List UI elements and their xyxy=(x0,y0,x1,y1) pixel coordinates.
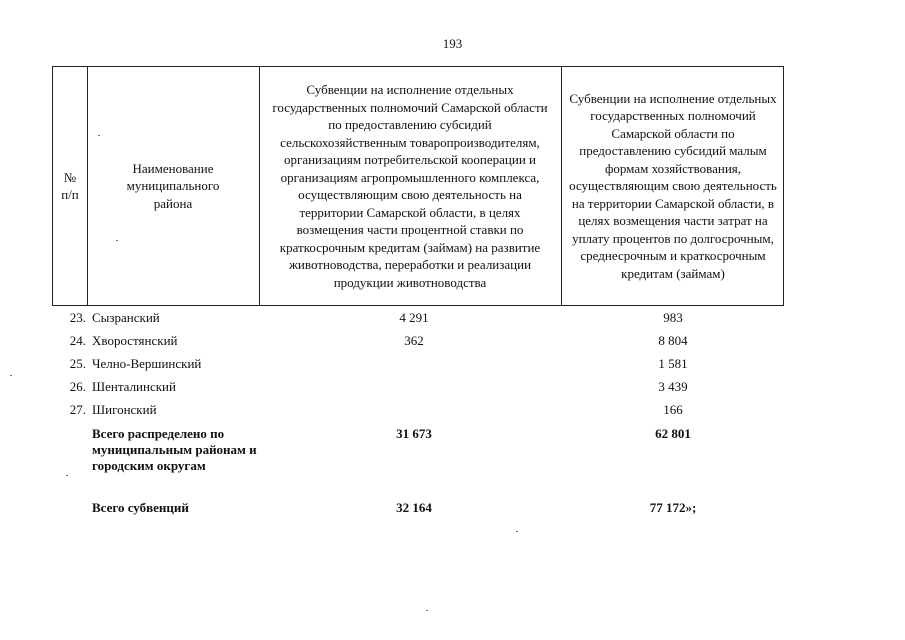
total-subventions-label: Всего субвенций xyxy=(92,500,189,515)
table-header xyxy=(52,66,784,306)
header-number: № п/п xyxy=(61,169,79,202)
district-name: Хворостянский xyxy=(92,333,178,348)
scan-speck xyxy=(516,531,518,532)
subsidy-2-value: 3 439 xyxy=(658,379,688,394)
subsidy-2-value: 166 xyxy=(663,402,683,417)
header-district-name: Наименование муниципального района xyxy=(126,160,220,211)
subsidy-1-value: 362 xyxy=(404,333,424,348)
header-subsidy-interest-rate: Субвенции на исполнение отдельных государственных полномочий Самарской области по предоставлению субсидий сельскохозяйственным товаропроизводителям, организациям потребительской кооперации и организациям агропромышленного комплекса, осуществляющим свою деятельность на территории Самарской области, в целях возмещения части процентной ставки по краткосрочным кредитам (займам) на развитие животноводства, переработки и реализации продукции животноводства xyxy=(272,82,548,290)
total-distributed-subsidy-2: 62 801 xyxy=(655,426,691,441)
subsidy-2-value: 983 xyxy=(663,310,683,325)
row-number: 26. xyxy=(69,379,86,394)
scan-speck xyxy=(98,135,100,136)
subsidy-2-value: 1 581 xyxy=(658,356,688,371)
total-subventions-subsidy-1: 32 164 xyxy=(396,500,432,515)
subsidy-1-value: 4 291 xyxy=(399,310,429,325)
row-number: 24. xyxy=(69,333,86,348)
scan-speck xyxy=(66,475,68,476)
page-number: 193 xyxy=(442,36,463,51)
total-distributed-label: Всего распределено по муниципальным районам и городским округам xyxy=(92,426,257,473)
district-name: Шигонский xyxy=(92,402,157,417)
subsidy-2-value: 8 804 xyxy=(658,333,688,348)
scan-speck xyxy=(116,240,118,241)
district-name: Сызранский xyxy=(92,310,160,325)
scan-speck xyxy=(10,375,12,376)
row-number: 23. xyxy=(69,310,86,325)
district-name: Шенталинский xyxy=(92,379,176,394)
total-distributed-subsidy-1: 31 673 xyxy=(396,426,432,441)
row-number: 25. xyxy=(69,356,86,371)
total-subventions-subsidy-2: 77 172»; xyxy=(649,500,697,515)
row-number: 27. xyxy=(69,402,86,417)
scan-speck xyxy=(426,610,428,611)
header-subsidy-small-farms: Субвенции на исполнение отдельных государственных полномочий Самарской области по предоставлению субсидий малым формам хозяйствования, осуществляющим свою деятельность на территории Самарской области, в целях возмещения части затрат на уплату процентов по долгосрочным, среднесрочным и краткосрочным кредитам (займам) xyxy=(569,90,777,281)
district-name: Челно-Вершинский xyxy=(92,356,202,371)
